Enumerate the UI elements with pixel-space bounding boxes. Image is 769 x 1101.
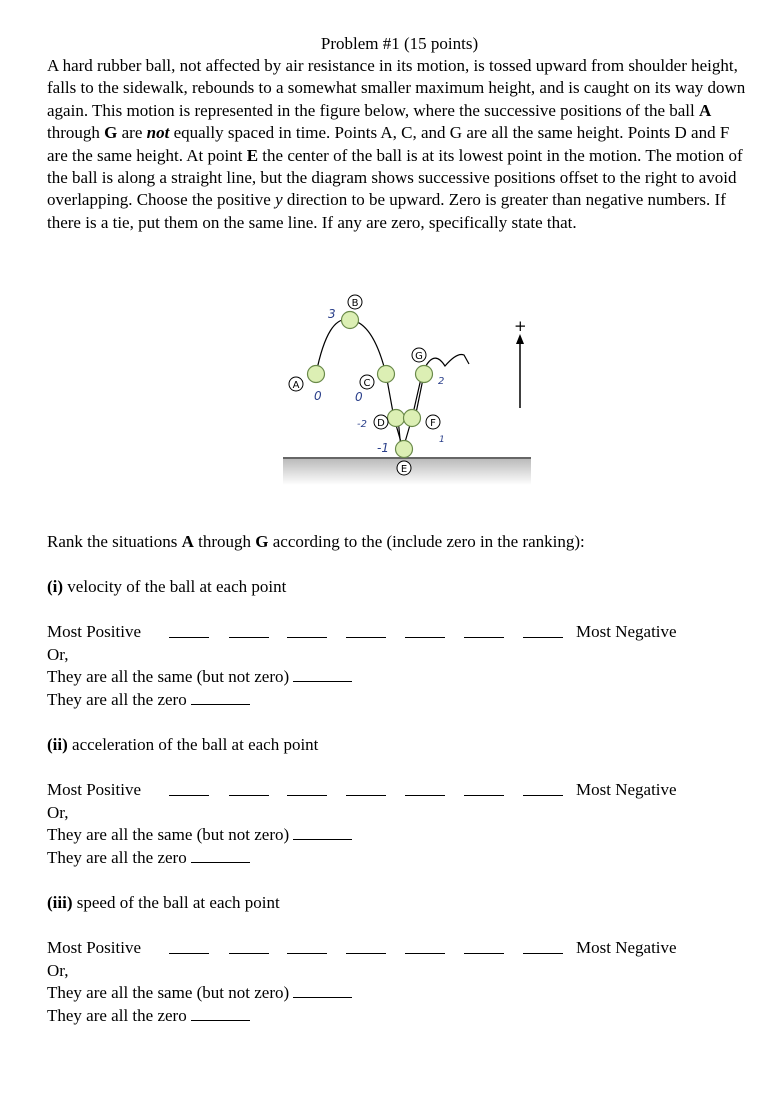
ball-D1 xyxy=(388,410,405,427)
note-E: -1 xyxy=(377,441,389,455)
most-negative-label: Most Negative xyxy=(576,938,677,957)
most-negative-label: Most Negative xyxy=(576,780,677,799)
rank-blank[interactable] xyxy=(523,637,563,638)
label-F: F xyxy=(430,418,436,429)
problem-title: Problem #1 (15 points) xyxy=(320,34,479,53)
question-iii: (iii) speed of the ball at each point xyxy=(47,893,280,912)
label-B: B xyxy=(351,298,359,309)
problem-page xyxy=(47,33,752,234)
rank-blank[interactable] xyxy=(464,637,504,638)
question-ii: (ii) acceleration of the ball at each point xyxy=(47,735,319,754)
all-zero-blank[interactable] xyxy=(191,1006,250,1021)
problem-text: A hard rubber ball, not affected by air resistance in its motion, is tossed upward from shoulder height, falls to the sidewalk, rebounds to a somewhat smaller maximum height, and is caught on its way down again. This motion is represented in the figure below, where the successive positions of the ball A through G are not equally spaced in time. Points A, C, and G are all the same height. Points D and F are the same height. At point E the center of the ball is at its lowest point in the motion. The motion of the ball is along a straight line, but the diagram shows successive positions offset to the right to avoid overlapping. Choose the positive y direction to be upward. Zero is greater than negative numbers. If there is a tie, put them on the same line. If any are zero, specifically state that. xyxy=(47,56,746,232)
rank-blank[interactable] xyxy=(169,795,209,796)
note-G: 2 xyxy=(438,376,445,387)
rank-blank[interactable] xyxy=(405,637,445,638)
label-C: C xyxy=(363,378,371,389)
or-label: Or, xyxy=(47,961,69,980)
all-same-line: They are all the same (but not zero) xyxy=(47,824,352,846)
rank-blank[interactable] xyxy=(169,953,209,954)
label-A: A xyxy=(292,380,300,391)
ball-motion-figure xyxy=(283,292,533,487)
note-F: 1 xyxy=(439,435,445,445)
all-zero-line: They are all the zero xyxy=(47,689,250,711)
rank-blank[interactable] xyxy=(523,953,563,954)
trajectory-path xyxy=(316,319,469,449)
rank-blank[interactable] xyxy=(229,795,269,796)
or-label: Or, xyxy=(47,645,69,664)
all-same-blank[interactable] xyxy=(293,983,352,998)
ball-C xyxy=(378,366,395,383)
rank-blank[interactable] xyxy=(464,953,504,954)
all-same-line: They are all the same (but not zero) xyxy=(47,666,352,688)
rank-blank[interactable] xyxy=(287,953,327,954)
question-i: (i) velocity of the ball at each point xyxy=(47,577,287,596)
ball-B xyxy=(342,312,359,329)
or-label: Or, xyxy=(47,803,69,822)
rank-instruction: Rank the situations A through G according to the (include zero in the ranking): xyxy=(47,532,585,551)
all-same-blank[interactable] xyxy=(293,825,352,840)
label-D: D xyxy=(377,418,385,429)
note-B: 3 xyxy=(328,307,336,321)
label-E: E xyxy=(400,464,408,475)
rank-blank[interactable] xyxy=(169,637,209,638)
rank-blank[interactable] xyxy=(229,953,269,954)
all-zero-blank[interactable] xyxy=(191,690,250,705)
note-D: -2 xyxy=(357,419,367,430)
rank-blank[interactable] xyxy=(405,795,445,796)
rank-blank[interactable] xyxy=(229,637,269,638)
rank-blank[interactable] xyxy=(523,795,563,796)
all-same-line: They are all the same (but not zero) xyxy=(47,982,352,1004)
ball-G xyxy=(416,366,433,383)
most-positive-label: Most Positive xyxy=(47,622,141,641)
most-negative-label: Most Negative xyxy=(576,622,677,641)
rank-blank[interactable] xyxy=(287,637,327,638)
all-zero-line: They are all the zero xyxy=(47,1005,250,1027)
plus-sign: + xyxy=(514,317,527,335)
all-zero-line: They are all the zero xyxy=(47,847,250,869)
ball-A xyxy=(308,366,325,383)
rank-blank[interactable] xyxy=(464,795,504,796)
note-C: 0 xyxy=(355,390,363,404)
ball-E xyxy=(396,441,413,458)
most-positive-label: Most Positive xyxy=(47,938,141,957)
ball-D2 xyxy=(404,410,421,427)
all-zero-blank[interactable] xyxy=(191,848,250,863)
rank-blank[interactable] xyxy=(346,795,386,796)
rank-blank[interactable] xyxy=(346,637,386,638)
note-A: 0 xyxy=(314,389,322,403)
label-G: G xyxy=(415,351,423,362)
all-same-blank[interactable] xyxy=(293,667,352,682)
rank-blank[interactable] xyxy=(287,795,327,796)
arrow-head xyxy=(516,334,524,344)
rank-blank[interactable] xyxy=(346,953,386,954)
rank-blank[interactable] xyxy=(405,953,445,954)
most-positive-label: Most Positive xyxy=(47,780,141,799)
